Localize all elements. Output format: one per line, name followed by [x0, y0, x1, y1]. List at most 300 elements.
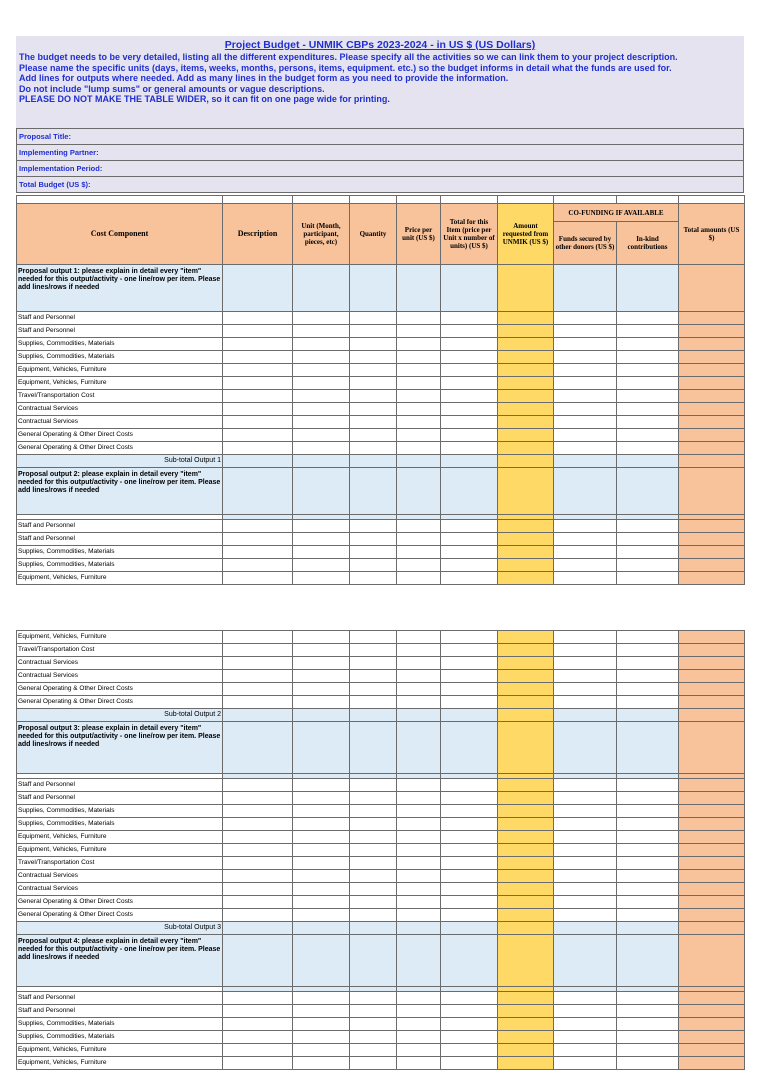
description-cell[interactable]: [223, 805, 293, 818]
total-amount-cell[interactable]: [679, 1057, 745, 1070]
in-kind-cell[interactable]: [617, 416, 679, 429]
quantity-cell[interactable]: [350, 870, 397, 883]
item-total-cell[interactable]: [441, 844, 498, 857]
amount-unmik-cell[interactable]: [498, 1044, 554, 1057]
amount-unmik-cell[interactable]: [498, 1031, 554, 1044]
description-cell[interactable]: [223, 922, 293, 935]
amount-unmik-cell[interactable]: [498, 416, 554, 429]
price-cell[interactable]: [397, 1031, 441, 1044]
total-amount-cell[interactable]: [679, 1005, 745, 1018]
total-amount-cell[interactable]: [679, 572, 745, 585]
description-cell[interactable]: [223, 722, 293, 774]
quantity-cell[interactable]: [350, 442, 397, 455]
unit-cell[interactable]: [293, 533, 350, 546]
amount-unmik-cell[interactable]: [498, 572, 554, 585]
quantity-cell[interactable]: [350, 312, 397, 325]
amount-unmik-cell[interactable]: [498, 265, 554, 312]
quantity-cell[interactable]: [350, 265, 397, 312]
funds-secured-cell[interactable]: [554, 857, 617, 870]
funds-secured-cell[interactable]: [554, 1057, 617, 1070]
amount-unmik-cell[interactable]: [498, 390, 554, 403]
price-cell[interactable]: [397, 1018, 441, 1031]
price-cell[interactable]: [397, 670, 441, 683]
item-total-cell[interactable]: [441, 683, 498, 696]
funds-secured-cell[interactable]: [554, 870, 617, 883]
in-kind-cell[interactable]: [617, 546, 679, 559]
funds-secured-cell[interactable]: [554, 429, 617, 442]
item-total-cell[interactable]: [441, 670, 498, 683]
amount-unmik-cell[interactable]: [498, 831, 554, 844]
total-amount-cell[interactable]: [679, 338, 745, 351]
total-amount-cell[interactable]: [679, 429, 745, 442]
item-total-cell[interactable]: [441, 351, 498, 364]
unit-cell[interactable]: [293, 831, 350, 844]
price-cell[interactable]: [397, 377, 441, 390]
quantity-cell[interactable]: [350, 572, 397, 585]
total-amount-cell[interactable]: [679, 922, 745, 935]
item-total-cell[interactable]: [441, 1005, 498, 1018]
item-total-cell[interactable]: [441, 312, 498, 325]
item-total-cell[interactable]: [441, 338, 498, 351]
item-total-cell[interactable]: [441, 1044, 498, 1057]
total-amount-cell[interactable]: [679, 403, 745, 416]
description-cell[interactable]: [223, 429, 293, 442]
in-kind-cell[interactable]: [617, 831, 679, 844]
description-cell[interactable]: [223, 377, 293, 390]
unit-cell[interactable]: [293, 909, 350, 922]
price-cell[interactable]: [397, 416, 441, 429]
in-kind-cell[interactable]: [617, 429, 679, 442]
item-total-cell[interactable]: [441, 935, 498, 987]
quantity-cell[interactable]: [350, 416, 397, 429]
funds-secured-cell[interactable]: [554, 922, 617, 935]
price-cell[interactable]: [397, 338, 441, 351]
amount-unmik-cell[interactable]: [498, 870, 554, 883]
description-cell[interactable]: [223, 351, 293, 364]
total-amount-cell[interactable]: [679, 1031, 745, 1044]
quantity-cell[interactable]: [350, 1018, 397, 1031]
item-total-cell[interactable]: [441, 831, 498, 844]
price-cell[interactable]: [397, 390, 441, 403]
in-kind-cell[interactable]: [617, 883, 679, 896]
quantity-cell[interactable]: [350, 896, 397, 909]
amount-unmik-cell[interactable]: [498, 403, 554, 416]
amount-unmik-cell[interactable]: [498, 1005, 554, 1018]
item-total-cell[interactable]: [441, 364, 498, 377]
quantity-cell[interactable]: [350, 533, 397, 546]
quantity-cell[interactable]: [350, 403, 397, 416]
total-amount-cell[interactable]: [679, 883, 745, 896]
item-total-cell[interactable]: [441, 1057, 498, 1070]
unit-cell[interactable]: [293, 644, 350, 657]
description-cell[interactable]: [223, 831, 293, 844]
amount-unmik-cell[interactable]: [498, 364, 554, 377]
quantity-cell[interactable]: [350, 831, 397, 844]
funds-secured-cell[interactable]: [554, 533, 617, 546]
in-kind-cell[interactable]: [617, 468, 679, 515]
quantity-cell[interactable]: [350, 922, 397, 935]
price-cell[interactable]: [397, 1057, 441, 1070]
item-total-cell[interactable]: [441, 377, 498, 390]
description-cell[interactable]: [223, 390, 293, 403]
in-kind-cell[interactable]: [617, 683, 679, 696]
unit-cell[interactable]: [293, 657, 350, 670]
price-cell[interactable]: [397, 935, 441, 987]
in-kind-cell[interactable]: [617, 805, 679, 818]
total-amount-cell[interactable]: [679, 442, 745, 455]
in-kind-cell[interactable]: [617, 442, 679, 455]
funds-secured-cell[interactable]: [554, 1044, 617, 1057]
quantity-cell[interactable]: [350, 559, 397, 572]
quantity-cell[interactable]: [350, 696, 397, 709]
amount-unmik-cell[interactable]: [498, 844, 554, 857]
description-cell[interactable]: [223, 818, 293, 831]
unit-cell[interactable]: [293, 805, 350, 818]
in-kind-cell[interactable]: [617, 351, 679, 364]
item-total-cell[interactable]: [441, 546, 498, 559]
unit-cell[interactable]: [293, 338, 350, 351]
total-amount-cell[interactable]: [679, 844, 745, 857]
item-total-cell[interactable]: [441, 265, 498, 312]
item-total-cell[interactable]: [441, 325, 498, 338]
description-cell[interactable]: [223, 683, 293, 696]
total-amount-cell[interactable]: [679, 325, 745, 338]
funds-secured-cell[interactable]: [554, 468, 617, 515]
price-cell[interactable]: [397, 442, 441, 455]
unit-cell[interactable]: [293, 265, 350, 312]
description-cell[interactable]: [223, 338, 293, 351]
item-total-cell[interactable]: [441, 644, 498, 657]
amount-unmik-cell[interactable]: [498, 792, 554, 805]
description-cell[interactable]: [223, 559, 293, 572]
description-cell[interactable]: [223, 325, 293, 338]
price-cell[interactable]: [397, 792, 441, 805]
funds-secured-cell[interactable]: [554, 442, 617, 455]
price-cell[interactable]: [397, 696, 441, 709]
unit-cell[interactable]: [293, 709, 350, 722]
item-total-cell[interactable]: [441, 992, 498, 1005]
in-kind-cell[interactable]: [617, 572, 679, 585]
total-amount-cell[interactable]: [679, 992, 745, 1005]
description-cell[interactable]: [223, 857, 293, 870]
item-total-cell[interactable]: [441, 631, 498, 644]
description-cell[interactable]: [223, 403, 293, 416]
amount-unmik-cell[interactable]: [498, 351, 554, 364]
item-total-cell[interactable]: [441, 818, 498, 831]
item-total-cell[interactable]: [441, 416, 498, 429]
description-cell[interactable]: [223, 696, 293, 709]
amount-unmik-cell[interactable]: [498, 1057, 554, 1070]
unit-cell[interactable]: [293, 429, 350, 442]
quantity-cell[interactable]: [350, 377, 397, 390]
item-total-cell[interactable]: [441, 657, 498, 670]
funds-secured-cell[interactable]: [554, 546, 617, 559]
unit-cell[interactable]: [293, 351, 350, 364]
amount-unmik-cell[interactable]: [498, 631, 554, 644]
funds-secured-cell[interactable]: [554, 338, 617, 351]
unit-cell[interactable]: [293, 1018, 350, 1031]
quantity-cell[interactable]: [350, 364, 397, 377]
funds-secured-cell[interactable]: [554, 364, 617, 377]
amount-unmik-cell[interactable]: [498, 805, 554, 818]
in-kind-cell[interactable]: [617, 709, 679, 722]
amount-unmik-cell[interactable]: [498, 325, 554, 338]
funds-secured-cell[interactable]: [554, 657, 617, 670]
description-cell[interactable]: [223, 992, 293, 1005]
quantity-cell[interactable]: [350, 1044, 397, 1057]
amount-unmik-cell[interactable]: [498, 670, 554, 683]
funds-secured-cell[interactable]: [554, 416, 617, 429]
quantity-cell[interactable]: [350, 644, 397, 657]
quantity-cell[interactable]: [350, 670, 397, 683]
total-amount-cell[interactable]: [679, 779, 745, 792]
item-total-cell[interactable]: [441, 805, 498, 818]
price-cell[interactable]: [397, 455, 441, 468]
description-cell[interactable]: [223, 312, 293, 325]
item-total-cell[interactable]: [441, 779, 498, 792]
total-amount-cell[interactable]: [679, 559, 745, 572]
quantity-cell[interactable]: [350, 818, 397, 831]
price-cell[interactable]: [397, 818, 441, 831]
price-cell[interactable]: [397, 883, 441, 896]
funds-secured-cell[interactable]: [554, 1018, 617, 1031]
amount-unmik-cell[interactable]: [498, 683, 554, 696]
item-total-cell[interactable]: [441, 442, 498, 455]
quantity-cell[interactable]: [350, 468, 397, 515]
funds-secured-cell[interactable]: [554, 572, 617, 585]
funds-secured-cell[interactable]: [554, 792, 617, 805]
funds-secured-cell[interactable]: [554, 896, 617, 909]
unit-cell[interactable]: [293, 546, 350, 559]
in-kind-cell[interactable]: [617, 696, 679, 709]
total-amount-cell[interactable]: [679, 1044, 745, 1057]
description-cell[interactable]: [223, 896, 293, 909]
in-kind-cell[interactable]: [617, 1031, 679, 1044]
quantity-cell[interactable]: [350, 909, 397, 922]
price-cell[interactable]: [397, 546, 441, 559]
price-cell[interactable]: [397, 709, 441, 722]
description-cell[interactable]: [223, 416, 293, 429]
description-cell[interactable]: [223, 1044, 293, 1057]
in-kind-cell[interactable]: [617, 935, 679, 987]
amount-unmik-cell[interactable]: [498, 429, 554, 442]
description-cell[interactable]: [223, 657, 293, 670]
item-total-cell[interactable]: [441, 922, 498, 935]
total-amount-cell[interactable]: [679, 265, 745, 312]
total-amount-cell[interactable]: [679, 909, 745, 922]
amount-unmik-cell[interactable]: [498, 533, 554, 546]
funds-secured-cell[interactable]: [554, 644, 617, 657]
price-cell[interactable]: [397, 644, 441, 657]
item-total-cell[interactable]: [441, 455, 498, 468]
funds-secured-cell[interactable]: [554, 351, 617, 364]
funds-secured-cell[interactable]: [554, 722, 617, 774]
quantity-cell[interactable]: [350, 1005, 397, 1018]
unit-cell[interactable]: [293, 670, 350, 683]
price-cell[interactable]: [397, 657, 441, 670]
price-cell[interactable]: [397, 559, 441, 572]
quantity-cell[interactable]: [350, 857, 397, 870]
amount-unmik-cell[interactable]: [498, 644, 554, 657]
item-total-cell[interactable]: [441, 883, 498, 896]
funds-secured-cell[interactable]: [554, 935, 617, 987]
item-total-cell[interactable]: [441, 533, 498, 546]
amount-unmik-cell[interactable]: [498, 546, 554, 559]
in-kind-cell[interactable]: [617, 670, 679, 683]
unit-cell[interactable]: [293, 325, 350, 338]
description-cell[interactable]: [223, 631, 293, 644]
amount-unmik-cell[interactable]: [498, 468, 554, 515]
unit-cell[interactable]: [293, 572, 350, 585]
quantity-cell[interactable]: [350, 844, 397, 857]
funds-secured-cell[interactable]: [554, 377, 617, 390]
in-kind-cell[interactable]: [617, 1005, 679, 1018]
funds-secured-cell[interactable]: [554, 455, 617, 468]
description-cell[interactable]: [223, 870, 293, 883]
quantity-cell[interactable]: [350, 779, 397, 792]
description-cell[interactable]: [223, 644, 293, 657]
total-amount-cell[interactable]: [679, 683, 745, 696]
amount-unmik-cell[interactable]: [498, 520, 554, 533]
amount-unmik-cell[interactable]: [498, 442, 554, 455]
funds-secured-cell[interactable]: [554, 403, 617, 416]
total-amount-cell[interactable]: [679, 377, 745, 390]
funds-secured-cell[interactable]: [554, 312, 617, 325]
item-total-cell[interactable]: [441, 722, 498, 774]
unit-cell[interactable]: [293, 559, 350, 572]
implementing-partner-field[interactable]: Implementing Partner:: [17, 145, 744, 161]
description-cell[interactable]: [223, 1018, 293, 1031]
quantity-cell[interactable]: [350, 935, 397, 987]
total-amount-cell[interactable]: [679, 312, 745, 325]
unit-cell[interactable]: [293, 722, 350, 774]
unit-cell[interactable]: [293, 696, 350, 709]
unit-cell[interactable]: [293, 1031, 350, 1044]
quantity-cell[interactable]: [350, 657, 397, 670]
funds-secured-cell[interactable]: [554, 265, 617, 312]
unit-cell[interactable]: [293, 683, 350, 696]
quantity-cell[interactable]: [350, 520, 397, 533]
unit-cell[interactable]: [293, 1044, 350, 1057]
description-cell[interactable]: [223, 779, 293, 792]
total-amount-cell[interactable]: [679, 631, 745, 644]
item-total-cell[interactable]: [441, 1018, 498, 1031]
in-kind-cell[interactable]: [617, 657, 679, 670]
in-kind-cell[interactable]: [617, 631, 679, 644]
quantity-cell[interactable]: [350, 805, 397, 818]
quantity-cell[interactable]: [350, 390, 397, 403]
unit-cell[interactable]: [293, 416, 350, 429]
price-cell[interactable]: [397, 572, 441, 585]
item-total-cell[interactable]: [441, 857, 498, 870]
item-total-cell[interactable]: [441, 870, 498, 883]
price-cell[interactable]: [397, 831, 441, 844]
funds-secured-cell[interactable]: [554, 909, 617, 922]
price-cell[interactable]: [397, 351, 441, 364]
amount-unmik-cell[interactable]: [498, 935, 554, 987]
amount-unmik-cell[interactable]: [498, 709, 554, 722]
funds-secured-cell[interactable]: [554, 883, 617, 896]
total-amount-cell[interactable]: [679, 818, 745, 831]
total-amount-cell[interactable]: [679, 644, 745, 657]
description-cell[interactable]: [223, 572, 293, 585]
unit-cell[interactable]: [293, 1005, 350, 1018]
in-kind-cell[interactable]: [617, 520, 679, 533]
unit-cell[interactable]: [293, 377, 350, 390]
funds-secured-cell[interactable]: [554, 670, 617, 683]
total-amount-cell[interactable]: [679, 416, 745, 429]
funds-secured-cell[interactable]: [554, 520, 617, 533]
in-kind-cell[interactable]: [617, 1057, 679, 1070]
unit-cell[interactable]: [293, 779, 350, 792]
in-kind-cell[interactable]: [617, 922, 679, 935]
in-kind-cell[interactable]: [617, 896, 679, 909]
amount-unmik-cell[interactable]: [498, 1018, 554, 1031]
total-amount-cell[interactable]: [679, 364, 745, 377]
in-kind-cell[interactable]: [617, 325, 679, 338]
description-cell[interactable]: [223, 844, 293, 857]
in-kind-cell[interactable]: [617, 455, 679, 468]
quantity-cell[interactable]: [350, 683, 397, 696]
total-amount-cell[interactable]: [679, 896, 745, 909]
in-kind-cell[interactable]: [617, 338, 679, 351]
price-cell[interactable]: [397, 683, 441, 696]
in-kind-cell[interactable]: [617, 909, 679, 922]
description-cell[interactable]: [223, 935, 293, 987]
in-kind-cell[interactable]: [617, 870, 679, 883]
description-cell[interactable]: [223, 909, 293, 922]
price-cell[interactable]: [397, 805, 441, 818]
item-total-cell[interactable]: [441, 792, 498, 805]
funds-secured-cell[interactable]: [554, 844, 617, 857]
in-kind-cell[interactable]: [617, 779, 679, 792]
item-total-cell[interactable]: [441, 909, 498, 922]
unit-cell[interactable]: [293, 403, 350, 416]
price-cell[interactable]: [397, 909, 441, 922]
amount-unmik-cell[interactable]: [498, 377, 554, 390]
proposal-title-field[interactable]: Proposal Title:: [17, 129, 744, 145]
price-cell[interactable]: [397, 265, 441, 312]
unit-cell[interactable]: [293, 935, 350, 987]
description-cell[interactable]: [223, 1057, 293, 1070]
funds-secured-cell[interactable]: [554, 992, 617, 1005]
in-kind-cell[interactable]: [617, 1044, 679, 1057]
description-cell[interactable]: [223, 265, 293, 312]
funds-secured-cell[interactable]: [554, 696, 617, 709]
amount-unmik-cell[interactable]: [498, 559, 554, 572]
total-amount-cell[interactable]: [679, 390, 745, 403]
amount-unmik-cell[interactable]: [498, 857, 554, 870]
total-amount-cell[interactable]: [679, 805, 745, 818]
total-amount-cell[interactable]: [679, 857, 745, 870]
item-total-cell[interactable]: [441, 429, 498, 442]
in-kind-cell[interactable]: [617, 818, 679, 831]
description-cell[interactable]: [223, 1031, 293, 1044]
quantity-cell[interactable]: [350, 455, 397, 468]
description-cell[interactable]: [223, 792, 293, 805]
in-kind-cell[interactable]: [617, 559, 679, 572]
total-amount-cell[interactable]: [679, 533, 745, 546]
item-total-cell[interactable]: [441, 1031, 498, 1044]
item-total-cell[interactable]: [441, 403, 498, 416]
in-kind-cell[interactable]: [617, 792, 679, 805]
funds-secured-cell[interactable]: [554, 1005, 617, 1018]
amount-unmik-cell[interactable]: [498, 696, 554, 709]
price-cell[interactable]: [397, 844, 441, 857]
total-amount-cell[interactable]: [679, 722, 745, 774]
in-kind-cell[interactable]: [617, 533, 679, 546]
total-amount-cell[interactable]: [679, 870, 745, 883]
